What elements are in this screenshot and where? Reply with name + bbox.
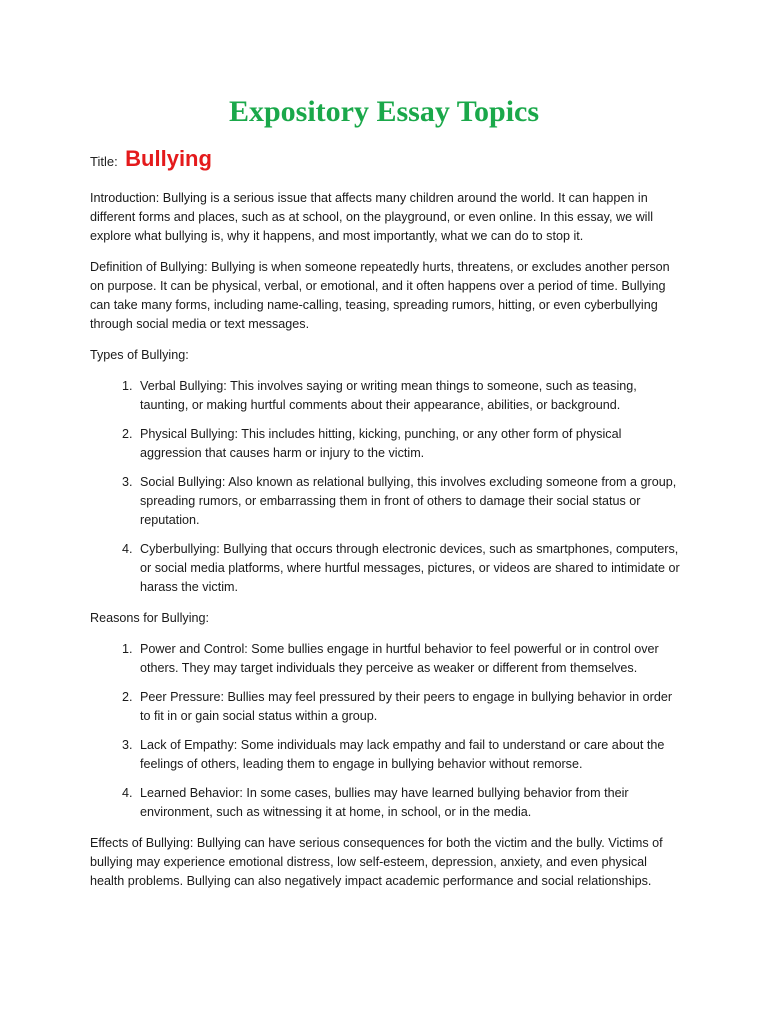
effects-paragraph: Effects of Bullying: Bullying can have serious consequences for both the victim and the bully. Victims of bullying may experience emotional distress, low self-esteem, depression, anxiety, and even physical health problems. Bullying can also negatively impact academic performance and social relationships. xyxy=(90,836,663,888)
list-item: 2. Peer Pressure: Bullies may feel pressured by their peers to engage in bullying behavior in order to fit in or gain social status within a group. xyxy=(136,688,682,726)
list-item: 3. Lack of Empathy: Some individuals may lack empathy and fail to understand or care about the feelings of others, leading them to engage in bullying behavior without remorse. xyxy=(136,736,682,774)
reasons-list xyxy=(90,640,682,822)
reasons-heading: Reasons for Bullying: xyxy=(90,611,210,625)
list-item: 4. Cyberbullying: Bullying that occurs through electronic devices, such as smartphones, computers, or social media platforms, where hurtful messages, pictures, or videos are shared to intimidate or harass the victim. xyxy=(136,540,682,597)
introduction-paragraph: Introduction: Bullying is a serious issue that affects many children around the world. It can happen in different forms and places, such as at school, on the playground, or even online. In this essay, we will explore what bullying is, why it happens, and most importantly, what we can do to stop it. xyxy=(90,191,654,243)
title-value: Bullying xyxy=(125,146,212,171)
list-item: 1. Verbal Bullying: This involves saying or writing mean things to someone, such as teasing, taunting, or making hurtful comments about their appearance, abilities, or background. xyxy=(136,377,682,415)
types-list xyxy=(90,377,682,597)
list-item: 2. Physical Bullying: This includes hitting, kicking, punching, or any other form of physical aggression that causes harm or injury to the victim. xyxy=(136,425,682,463)
document-heading: Expository Essay Topics xyxy=(228,95,540,128)
list-item: 1. Power and Control: Some bullies engage in hurtful behavior to feel powerful or in control over others. They may target individuals they perceive as weaker or different from themselves. xyxy=(136,640,682,678)
title-label: Title: xyxy=(90,154,118,169)
list-item: 4. Learned Behavior: In some cases, bullies may have learned bullying behavior from their environment, such as witnessing it at home, in school, or in the media. xyxy=(136,784,682,822)
definition-paragraph: Definition of Bullying: Bullying is when someone repeatedly hurts, threatens, or excludes another person on purpose. It can be physical, verbal, or emotional, and it often happens over a period of time. Bullying can take many forms, including name-calling, teasing, spreading rumors, hitting, or even cyberbullying through social media or text messages. xyxy=(90,260,670,331)
document-body xyxy=(90,189,682,903)
list-item: 3. Social Bullying: Also known as relational bullying, this involves excluding someone from a group, spreading rumors, or embarrassing them in front of others to damage their social status or reputation. xyxy=(136,473,682,530)
types-heading: Types of Bullying: xyxy=(90,348,189,362)
essay-title-line xyxy=(90,146,212,172)
